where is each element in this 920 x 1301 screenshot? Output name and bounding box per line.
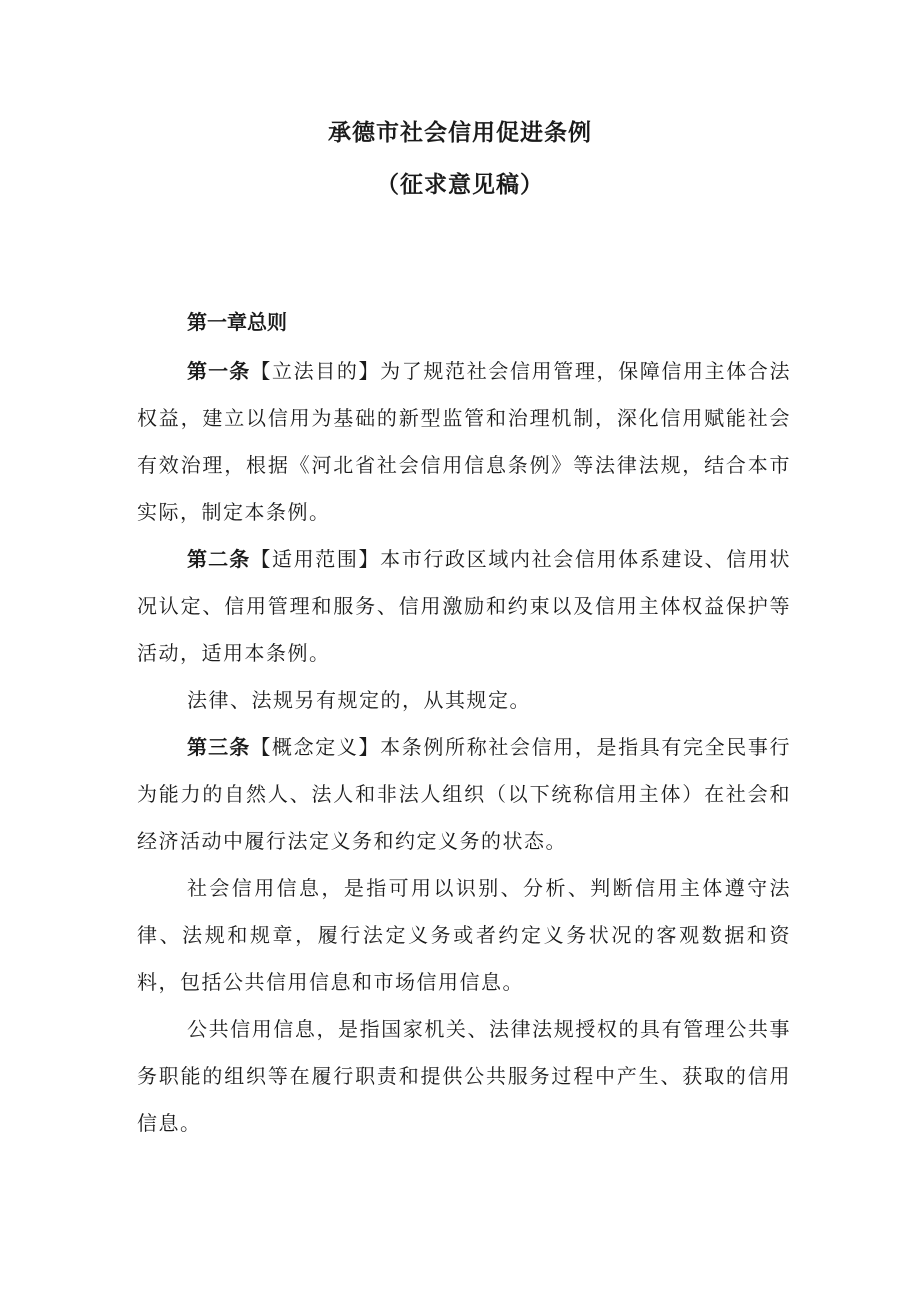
article-text: 为了规范社会信用管理，保障信用主体合法权益，建立以信用为基础的新型监管和治理机制，深化信用赋能社会有效治理，根据《河北省社会信用信息条例》等法律法规，结合本市实际，制定本条例。 bbox=[137, 359, 792, 524]
document-body bbox=[137, 302, 791, 1147]
article-head: 第三条 bbox=[187, 735, 251, 759]
article-2 bbox=[137, 536, 791, 677]
document-subtitle: （征求意见稿） bbox=[376, 172, 544, 198]
article-1 bbox=[137, 348, 791, 536]
article-3 bbox=[137, 724, 791, 865]
chapter-heading: 第一章总则 bbox=[187, 310, 287, 334]
document-title: 承德市社会信用促进条例 bbox=[328, 120, 592, 146]
article-3-paragraph-3 bbox=[137, 1006, 791, 1147]
article-head: 第二条 bbox=[187, 547, 251, 571]
article-head: 第一条 bbox=[187, 359, 251, 383]
article-text: 本市行政区域内社会信用体系建设、信用状况认定、信用管理和服务、信用激励和约束以及信用主体权益保护等活动，适用本条例。 bbox=[137, 547, 792, 665]
article-topic: 【概念定义】 bbox=[250, 735, 381, 759]
article-topic: 【立法目的】 bbox=[250, 359, 381, 383]
article-topic: 【适用范围】 bbox=[250, 547, 381, 571]
paragraph-text: 社会信用信息，是指可用以识别、分析、判断信用主体遵守法律、法规和规章，履行法定义务或者约定义务状况的客观数据和资料，包括公共信用信息和市场信用信息。 bbox=[137, 876, 791, 994]
paragraph-text: 法律、法规另有规定的，从其规定。 bbox=[187, 688, 531, 712]
article-text: 本条例所称社会信用，是指具有完全民事行为能力的自然人、法人和非法人组织（以下统称信用主体）在社会和经济活动中履行法定义务和约定义务的状态。 bbox=[137, 735, 792, 853]
paragraph-text: 公共信用信息，是指国家机关、法律法规授权的具有管理公共事务职能的组织等在履行职责和提供公共服务过程中产生、获取的信用信息。 bbox=[137, 1017, 791, 1135]
article-2-paragraph-2 bbox=[137, 677, 791, 724]
article-3-paragraph-2 bbox=[137, 865, 791, 1006]
